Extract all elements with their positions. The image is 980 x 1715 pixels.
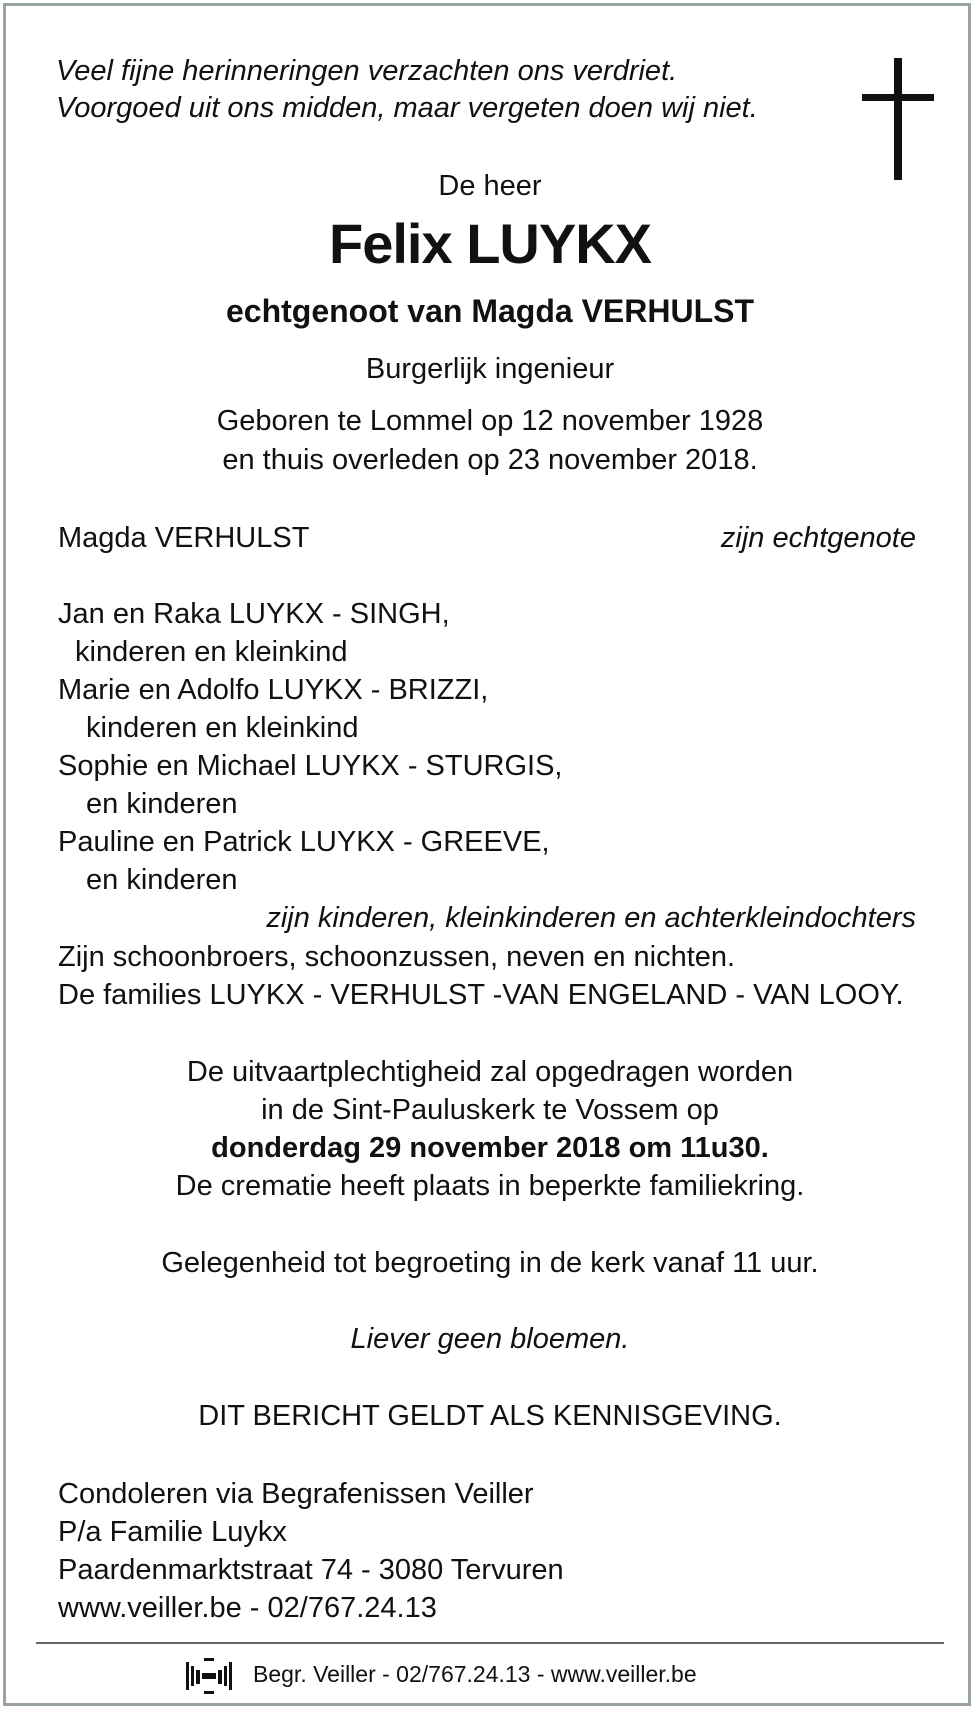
footer-divider [36,1642,944,1644]
verse-line-1: Veel fijne herinneringen verzachten ons verdriet. [56,55,678,87]
flowers-line: Liever geen bloemen. [350,1323,630,1355]
child-names: Pauline en Patrick LUYKX - GREEVE, [58,826,550,858]
profession: Burgerlijk ingenieur [365,353,615,385]
in-laws: Zijn schoonbroers, schoonzussen, neven en nichten. [58,941,736,973]
birth-line: Geboren te Lommel op 12 november 1928 [216,405,764,437]
notice-line: DIT BERICHT GELDT ALS KENNISGEVING. [198,1400,782,1432]
cross-icon [862,58,934,180]
children-role: zijn kinderen, kleinkinderen en achterkleindochters [266,902,916,934]
salutation: De heer [438,170,542,202]
child-names: Marie en Adolfo LUYKX - BRIZZI, [58,674,489,706]
child-note: en kinderen [86,864,238,896]
cremation-line: De crematie heeft plaats in beperkte familiekring. [175,1170,805,1202]
child-names: Jan en Raka LUYKX - SINGH, [58,598,450,630]
condolence-line-1: Condoleren via Begrafenissen Veiller [58,1478,534,1510]
veiller-logo-icon [184,1656,234,1696]
condolence-line-4: www.veiller.be - 02/767.24.13 [58,1592,437,1624]
verse-line-2: Voorgoed uit ons midden, maar vergeten doen wij niet. [56,92,758,124]
child-names: Sophie en Michael LUYKX - STURGIS, [58,750,563,782]
condolence-line-2: P/a Familie Luykx [58,1516,287,1548]
ceremony-datetime: donderdag 29 november 2018 om 11u30. [211,1132,769,1164]
child-note: kinderen en kleinkind [75,636,348,668]
condolence-line-3: Paardenmarktstraat 74 - 3080 Tervuren [58,1554,564,1586]
families: De families LUYKX - VERHULST -VAN ENGELAND - VAN LOOY. [58,979,904,1011]
greeting-line: Gelegenheid tot begroeting in de kerk vanaf 11 uur. [161,1247,819,1279]
deceased-name: Felix LUYKX [329,212,651,275]
ceremony-line-1: De uitvaartplechtigheid zal opgedragen worden [186,1056,794,1088]
spouse-role: zijn echtgenote [720,522,916,554]
ceremony-line-2: in de Sint-Pauluskerk te Vossem op [261,1094,719,1126]
footer-text: Begr. Veiller - 02/767.24.13 - www.veiller.be [253,1661,697,1687]
spouse-name: Magda VERHULST [58,522,310,554]
death-line: en thuis overleden op 23 november 2018. [222,444,758,476]
spouse-line: echtgenoot van Magda VERHULST [225,293,755,329]
child-note: en kinderen [86,788,238,820]
child-note: kinderen en kleinkind [86,712,359,744]
